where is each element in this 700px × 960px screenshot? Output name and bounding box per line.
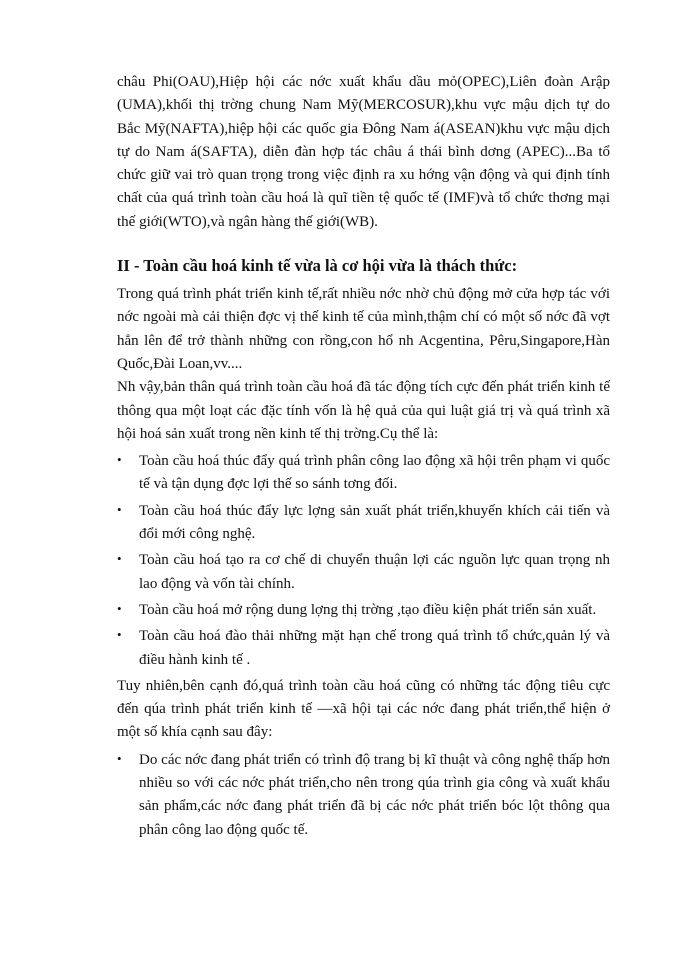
- bullet-icon: •: [117, 501, 122, 517]
- bullet-icon: •: [117, 750, 122, 766]
- list-item: [117, 749, 610, 842]
- positive-effects-list: [117, 450, 610, 672]
- list-item: [117, 450, 610, 497]
- list-item-text: Do các nớc đang phát triển có trình độ trang bị kĩ thuật và công nghệ thấp hơn nhiều so với các nớc phát triển,cho nên trong qúa trình gia công và xuất khẩu sản phẩm,các nớc đang phát triển đã bị các nớc phát triển bóc lột thông qua phân công lao động quốc tế.: [139, 751, 610, 838]
- list-item-text: Toàn cầu hoá mở rộng dung lợng thị trờng ,tạo điều kiện phát triển sản xuất.: [139, 601, 597, 618]
- list-item-text: Toàn cầu hoá thúc đẩy lực lợng sản xuất phát triển,khuyến khích cải tiến và đổi mới công nghệ.: [139, 502, 610, 543]
- intro-paragraph: châu Phi(OAU),Hiệp hội các nớc xuất khẩu dầu mỏ(OPEC),Liên đoàn Arập (UMA),khối thị trờng chung Nam Mỹ(MERCOSUR),khu vực mậu dịch tự do Bắc Mỹ(NAFTA),hiệp hội các quốc gia Đông Nam á(ASEAN)khu vực mậu dịch tự do Nam á(SAFTA), diễn đàn hợp tác châu á thái bình dơng (APEC)...Ba tổ chức giữ vai trò quan trọng trong việc định ra xu hớng vận động và qui định tính chất của quá trình toàn cầu hoá là quĩ tiền tệ quốc tế (IMF)và tổ chức thơng mại thế giới(WTO),và ngân hàng thế giới(WB).: [117, 74, 610, 230]
- list-item-text: Toàn cầu hoá đào thải những mặt hạn chế trong quá trình tổ chức,quản lý và điều hành kinh tế .: [139, 628, 610, 668]
- section-heading: II - Toàn cầu hoá kinh tế vừa là cơ hội vừa là thách thức:: [117, 256, 518, 276]
- list-item-text: Toàn cầu hoá thúc đẩy quá trình phân công lao động xã hội trên phạm vi quốc tế và tận dụng đợc lợi thế so sánh tơng đối.: [139, 453, 610, 493]
- bullet-icon: •: [117, 452, 122, 468]
- bullet-icon: •: [117, 551, 122, 567]
- list-item: [117, 599, 610, 622]
- list-item-text: Toàn cầu hoá tạo ra cơ chế di chuyển thuận lợi các nguồn lực quan trọng nh lao động và vốn tài chính.: [139, 552, 610, 592]
- paragraph-negative-intro: Tuy nhiên,bên cạnh đó,quá trình toàn cầu hoá cũng có những tác động tiêu cực đến qúa trình phát triển kinh tế —xã hội tại các nớc đang phát triển,thể hiện ở một số khía cạnh sau đây:: [117, 677, 610, 741]
- bullet-icon: •: [117, 627, 122, 643]
- negative-effects-list: [117, 749, 610, 842]
- paragraph-opening-examples: Trong quá trình phát triển kinh tế,rất nhiều nớc nhờ chủ động mở cửa hợp tác với nớc ngoài mà cải thiện đợc vị thế kinh tế của mình,thậm chí có một số nớc đã vợt hẳn lên để trở thành những con rồng,con hổ nh Acgentina, Pêru,Singapore,Hàn Quốc,Đài Loan,vv....: [117, 286, 610, 372]
- paragraph-positive-intro: Nh vậy,bản thân quá trình toàn cầu hoá đã tác động tích cực đến phát triển kinh tế thông qua một loạt các đặc tính vốn là hệ quả của qui luật giá trị và quá trình xã hội hoá sản xuất trong nền kinh tế thị trờng.Cụ thể là:: [117, 379, 610, 442]
- list-item: [117, 625, 610, 672]
- list-item: [117, 500, 610, 547]
- list-item: [117, 549, 610, 596]
- bullet-icon: •: [117, 600, 122, 616]
